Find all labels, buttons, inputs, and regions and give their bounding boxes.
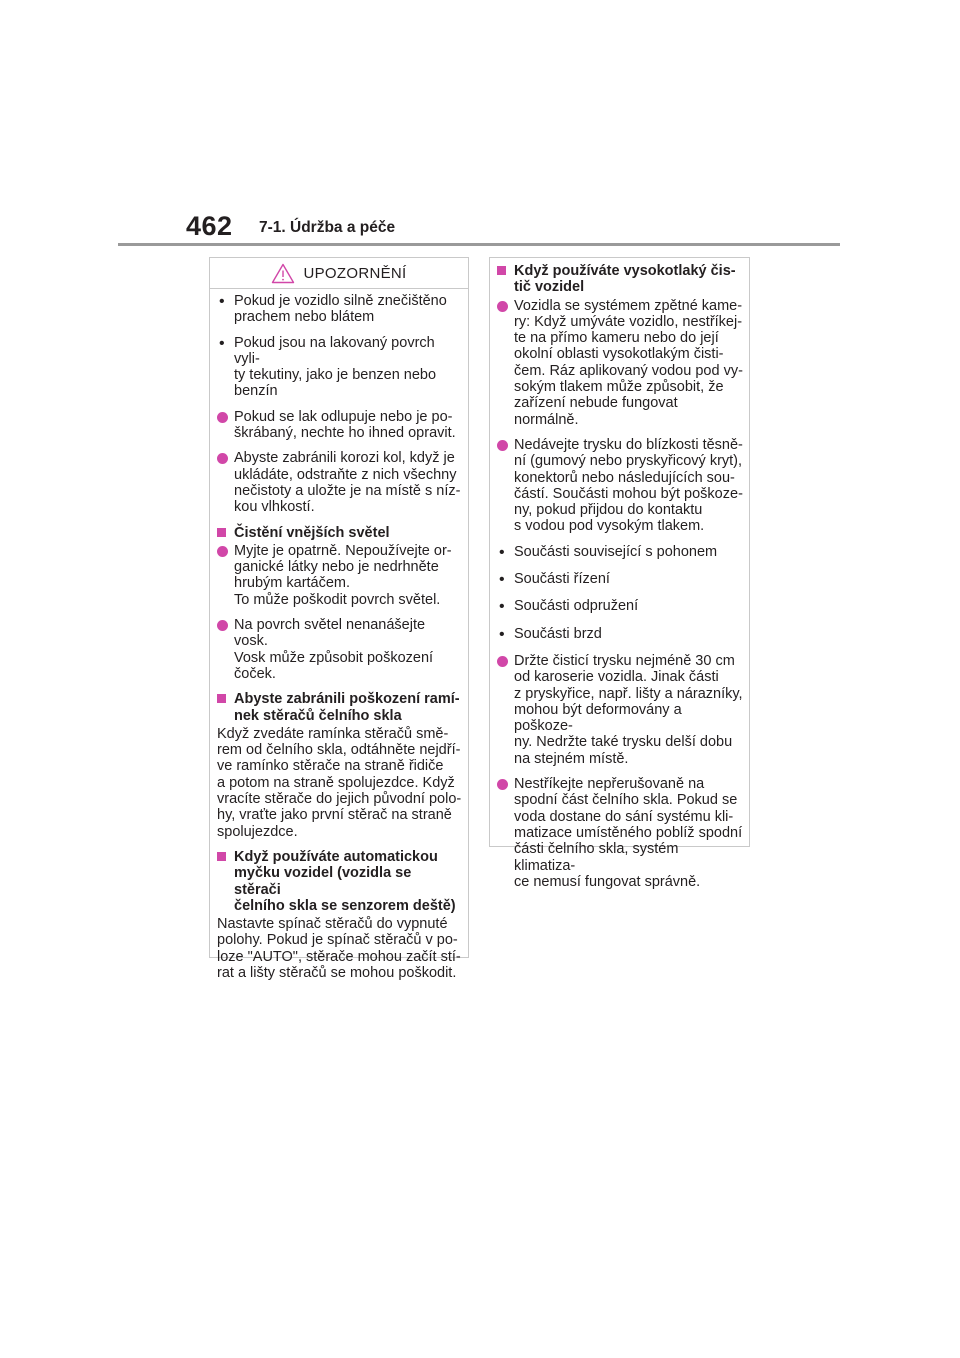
circle-bullet-icon bbox=[497, 301, 508, 312]
item-text bbox=[234, 293, 462, 326]
bullet-mark: • bbox=[499, 571, 505, 589]
text-line: ukládáte, odstraňte z nich všechny bbox=[234, 466, 457, 483]
text-line: Abyste zabránili korozi kol, když je bbox=[234, 450, 455, 467]
bullet-mark: • bbox=[499, 598, 505, 616]
text-line: Když zvedáte ramínka stěračů smě- bbox=[217, 725, 449, 742]
text-line: nek stěračů čelního skla bbox=[234, 707, 402, 724]
text-line: myčku vozidel (vozidla se stěrači bbox=[234, 865, 412, 898]
text-line: z pryskyřice, např. lišty a nárazníky, bbox=[514, 685, 743, 702]
text-line: Když používáte vysokotlaký čis- bbox=[514, 263, 736, 279]
subheading bbox=[217, 525, 462, 541]
circle-bullet-icon bbox=[217, 412, 228, 423]
text-line: zařízení nebude fungovat normálně. bbox=[514, 395, 678, 428]
list-item bbox=[217, 335, 462, 400]
text-line: spolujezdce. bbox=[217, 823, 298, 840]
text-line: Pokud jsou na lakovaný povrch vyli- bbox=[234, 334, 435, 367]
list-item bbox=[497, 544, 743, 560]
header-divider bbox=[118, 243, 840, 246]
list-item bbox=[217, 543, 462, 608]
text-line: od karoserie vozidla. Jinak části bbox=[514, 669, 719, 686]
square-bullet-icon bbox=[217, 528, 226, 537]
item-text bbox=[234, 617, 462, 682]
subheading bbox=[497, 263, 743, 296]
item-text bbox=[514, 776, 743, 890]
item-text bbox=[514, 653, 743, 767]
list-item bbox=[497, 598, 743, 614]
text-line: částí. Součásti mohou být poškoze- bbox=[514, 485, 743, 502]
text-line: ny. Nedržte také trysku delší dobu bbox=[514, 734, 733, 751]
text-line: s vodou pod vysokým tlakem. bbox=[514, 518, 705, 535]
text-line: ní (gumový nebo pryskyřicový kryt), bbox=[514, 453, 743, 470]
text-line: Čistění vnějších světel bbox=[234, 524, 390, 541]
text-line: polohy. Pokud je spínač stěračů v po- bbox=[217, 932, 458, 949]
warning-triangle-icon bbox=[271, 263, 295, 284]
text-line: čelního skla se senzorem deště) bbox=[234, 897, 456, 914]
section-title: 7-1. Údržba a péče bbox=[259, 219, 396, 236]
text-line: hy, vraťte jako první stěrač na straně bbox=[217, 807, 452, 824]
text-line: Abyste zabránili poškození ramí- bbox=[234, 691, 460, 708]
text-line: ny, pokud přijdou do kontaktu bbox=[514, 502, 703, 519]
list-item bbox=[497, 776, 743, 890]
subheading-text bbox=[234, 691, 462, 724]
text-line: Na povrch světel nenanášejte vosk. bbox=[234, 617, 426, 650]
text-line: Nedávejte trysku do blízkosti těsně- bbox=[514, 436, 743, 453]
text-line: tič vozidel bbox=[514, 279, 585, 296]
text-line: nečistoty a uložte je na místě s níz- bbox=[234, 482, 461, 499]
text-line: Pokud se lak odlupuje nebo je po- bbox=[234, 408, 453, 425]
item-text bbox=[234, 543, 462, 608]
square-bullet-icon bbox=[217, 852, 226, 861]
text-line: spodní část čelního skla. Pokud se bbox=[514, 792, 738, 809]
circle-bullet-icon bbox=[497, 440, 508, 451]
item-text bbox=[514, 598, 743, 614]
circle-bullet-icon bbox=[497, 779, 508, 790]
list-item bbox=[497, 626, 743, 642]
item-text bbox=[234, 409, 462, 442]
text-line: te na přímo kameru nebo do její bbox=[514, 330, 719, 347]
warning-header bbox=[210, 258, 468, 289]
text-line: Součásti odpružení bbox=[514, 598, 639, 615]
text-line: škrábaný, nechte ho ihned opravit. bbox=[234, 425, 456, 442]
text-line: ty tekutiny, jako je benzen nebo bbox=[234, 367, 437, 384]
text-line: mohou být deformovány a poškoze- bbox=[514, 701, 682, 735]
list-item bbox=[217, 293, 462, 326]
paragraph bbox=[217, 916, 462, 981]
text-line: okolní oblasti vysokotlakým čisti- bbox=[514, 346, 724, 363]
text-line: části čelního skla, systém klimatiza- bbox=[514, 841, 679, 874]
text-line: rat a lišty stěračů se mohou poškodit. bbox=[217, 964, 457, 981]
item-text bbox=[514, 544, 743, 560]
item-text bbox=[514, 626, 743, 642]
subheading-text bbox=[234, 525, 462, 541]
circle-bullet-icon bbox=[217, 453, 228, 464]
text-line: Když používáte automatickou bbox=[234, 848, 438, 865]
text-line: rem od čelního skla, odtáhněte nejdří- bbox=[217, 742, 461, 759]
text-line: Nastavte spínač stěračů do vypnuté bbox=[217, 916, 448, 933]
text-line: konektorů nebo následujících sou- bbox=[514, 469, 735, 486]
list-item bbox=[497, 653, 743, 767]
bullet-mark: • bbox=[499, 543, 505, 561]
list-item bbox=[497, 437, 743, 535]
text-line: Myjte je opatrně. Nepoužívejte or- bbox=[234, 542, 452, 559]
item-text bbox=[234, 335, 462, 400]
circle-bullet-icon bbox=[497, 656, 508, 667]
text-line: ve ramínko stěrače na straně řidiče bbox=[217, 758, 444, 775]
text-line: Součásti související s pohonem bbox=[514, 543, 718, 560]
text-line: hrubým kartáčem. bbox=[234, 575, 351, 592]
subheading bbox=[217, 849, 462, 914]
square-bullet-icon bbox=[497, 266, 506, 275]
bullet-mark: • bbox=[219, 293, 225, 310]
text-line: Vozidla se systémem zpětné kame- bbox=[514, 297, 743, 314]
text-line: Nestříkejte nepřerušovaně na bbox=[514, 776, 705, 793]
text-line: Součásti brzd bbox=[514, 625, 602, 642]
item-text bbox=[234, 450, 462, 515]
item-text bbox=[514, 298, 743, 428]
text-line: kou vlhkostí. bbox=[234, 499, 315, 516]
text-line: sokým tlakem může způsobit, že bbox=[514, 379, 724, 396]
text-line: ry: Když umýváte vozidlo, nestříkej- bbox=[514, 313, 743, 330]
list-item bbox=[497, 571, 743, 587]
text-line: Vosk může způsobit poškození bbox=[234, 649, 434, 666]
warning-title: UPOZORNĚNÍ bbox=[303, 264, 407, 282]
circle-bullet-icon bbox=[217, 620, 228, 631]
text-line: prachem nebo blátem bbox=[234, 309, 375, 326]
text-line: matizace umístěného poblíž spodní bbox=[514, 824, 743, 841]
bullet-mark: • bbox=[219, 334, 225, 352]
square-bullet-icon bbox=[217, 694, 226, 703]
list-item bbox=[217, 450, 462, 515]
warning-box-left bbox=[209, 257, 469, 981]
text-line: voda dostane do sání systému kli- bbox=[514, 808, 734, 825]
subheading bbox=[217, 691, 462, 724]
item-text bbox=[514, 571, 743, 587]
list-item bbox=[497, 298, 743, 428]
text-line: čoček. bbox=[234, 665, 276, 682]
text-line: Pokud je vozidlo silně znečištěno bbox=[234, 293, 447, 309]
warning-box-right bbox=[489, 257, 750, 890]
text-line: ganické látky nebo je nedrhněte bbox=[234, 559, 439, 576]
text-line: To může poškodit povrch světel. bbox=[234, 591, 441, 608]
text-line: Držte čisticí trysku nejméně 30 cm bbox=[514, 652, 735, 669]
text-line: benzín bbox=[234, 383, 278, 400]
text-line: Součásti řízení bbox=[514, 571, 610, 588]
text-line: vracíte stěrače do jejich původní polo- bbox=[217, 791, 462, 808]
list-item bbox=[217, 617, 462, 682]
list-item bbox=[217, 409, 462, 442]
text-line: loze "AUTO", stěrače mohou začít stí- bbox=[217, 948, 461, 965]
bullet-mark: • bbox=[499, 625, 505, 643]
text-line: a potom na straně spolujezdce. Když bbox=[217, 774, 455, 791]
text-line: na stejném místě. bbox=[514, 750, 629, 767]
text-line: čem. Ráz aplikovaný vodou pod vy- bbox=[514, 362, 743, 379]
text-line: ce nemusí fungovat správně. bbox=[514, 873, 701, 890]
circle-bullet-icon bbox=[217, 546, 228, 557]
subheading-text bbox=[234, 849, 462, 914]
item-text bbox=[514, 437, 743, 535]
paragraph bbox=[217, 726, 462, 840]
page-number: 462 bbox=[186, 211, 233, 241]
subheading-text bbox=[514, 263, 743, 296]
